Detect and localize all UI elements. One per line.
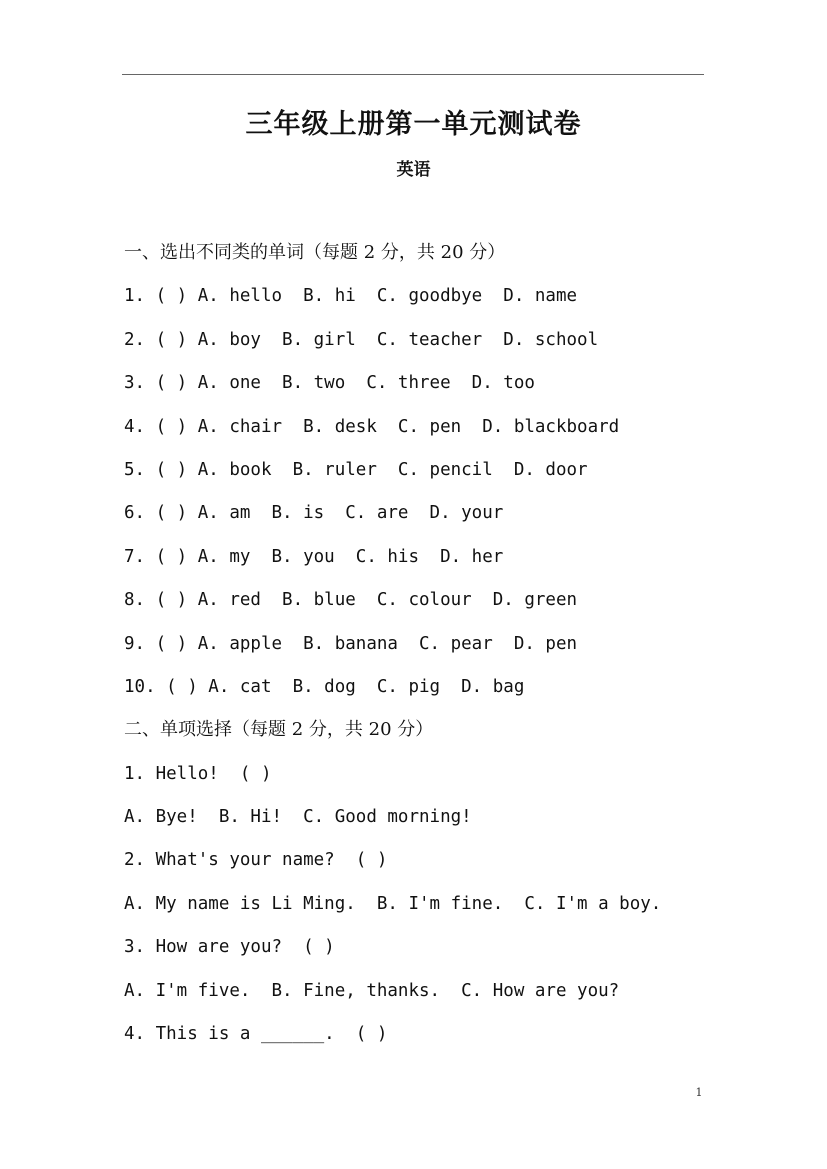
question-line: 3. ( ) A. one B. two C. three D. too <box>124 373 535 394</box>
question-line: 2. What's your name? ( ) <box>124 850 388 871</box>
question-line: 4. ( ) A. chair B. desk C. pen D. blackboard <box>124 416 620 437</box>
question-line: 3. How are you? ( ) <box>124 937 335 958</box>
page-title: 三年级上册第一单元测试卷 <box>245 109 582 140</box>
question-list <box>124 238 724 1062</box>
section-heading-1: 一、选出不同类的单词（每题 2 分，共 20 分） <box>124 242 506 263</box>
question-line: 7. ( ) A. my B. you C. his D. her <box>124 546 504 567</box>
question-line: 6. ( ) A. am B. is C. are D. your <box>124 503 504 524</box>
header-rule <box>122 74 704 75</box>
question-line: 2. ( ) A. boy B. girl C. teacher D. school <box>124 329 599 350</box>
question-line: 9. ( ) A. apple B. banana C. pear D. pen <box>124 633 578 654</box>
question-line: 1. Hello! ( ) <box>124 763 272 784</box>
question-line: 10. ( ) A. cat B. dog C. pig D. bag <box>124 676 525 697</box>
page-number: 1 <box>695 1086 703 1099</box>
answer-options-line: A. Bye! B. Hi! C. Good morning! <box>124 807 472 828</box>
question-line: 1. ( ) A. hello B. hi C. goodbye D. name <box>124 286 578 307</box>
answer-options-line: A. I'm five. B. Fine, thanks. C. How are you? <box>124 980 620 1001</box>
page-subtitle: 英语 <box>396 160 431 180</box>
question-line: 4. This is a ______. ( ) <box>124 1024 388 1045</box>
answer-options-line: A. My name is Li Ming. B. I'm fine. C. I'm a boy. <box>124 893 662 914</box>
section-heading-2: 二、单项选择（每题 2 分，共 20 分） <box>124 719 434 741</box>
question-line: 5. ( ) A. book B. ruler C. pencil D. door <box>124 459 588 480</box>
question-line: 8. ( ) A. red B. blue C. colour D. green <box>124 590 578 611</box>
